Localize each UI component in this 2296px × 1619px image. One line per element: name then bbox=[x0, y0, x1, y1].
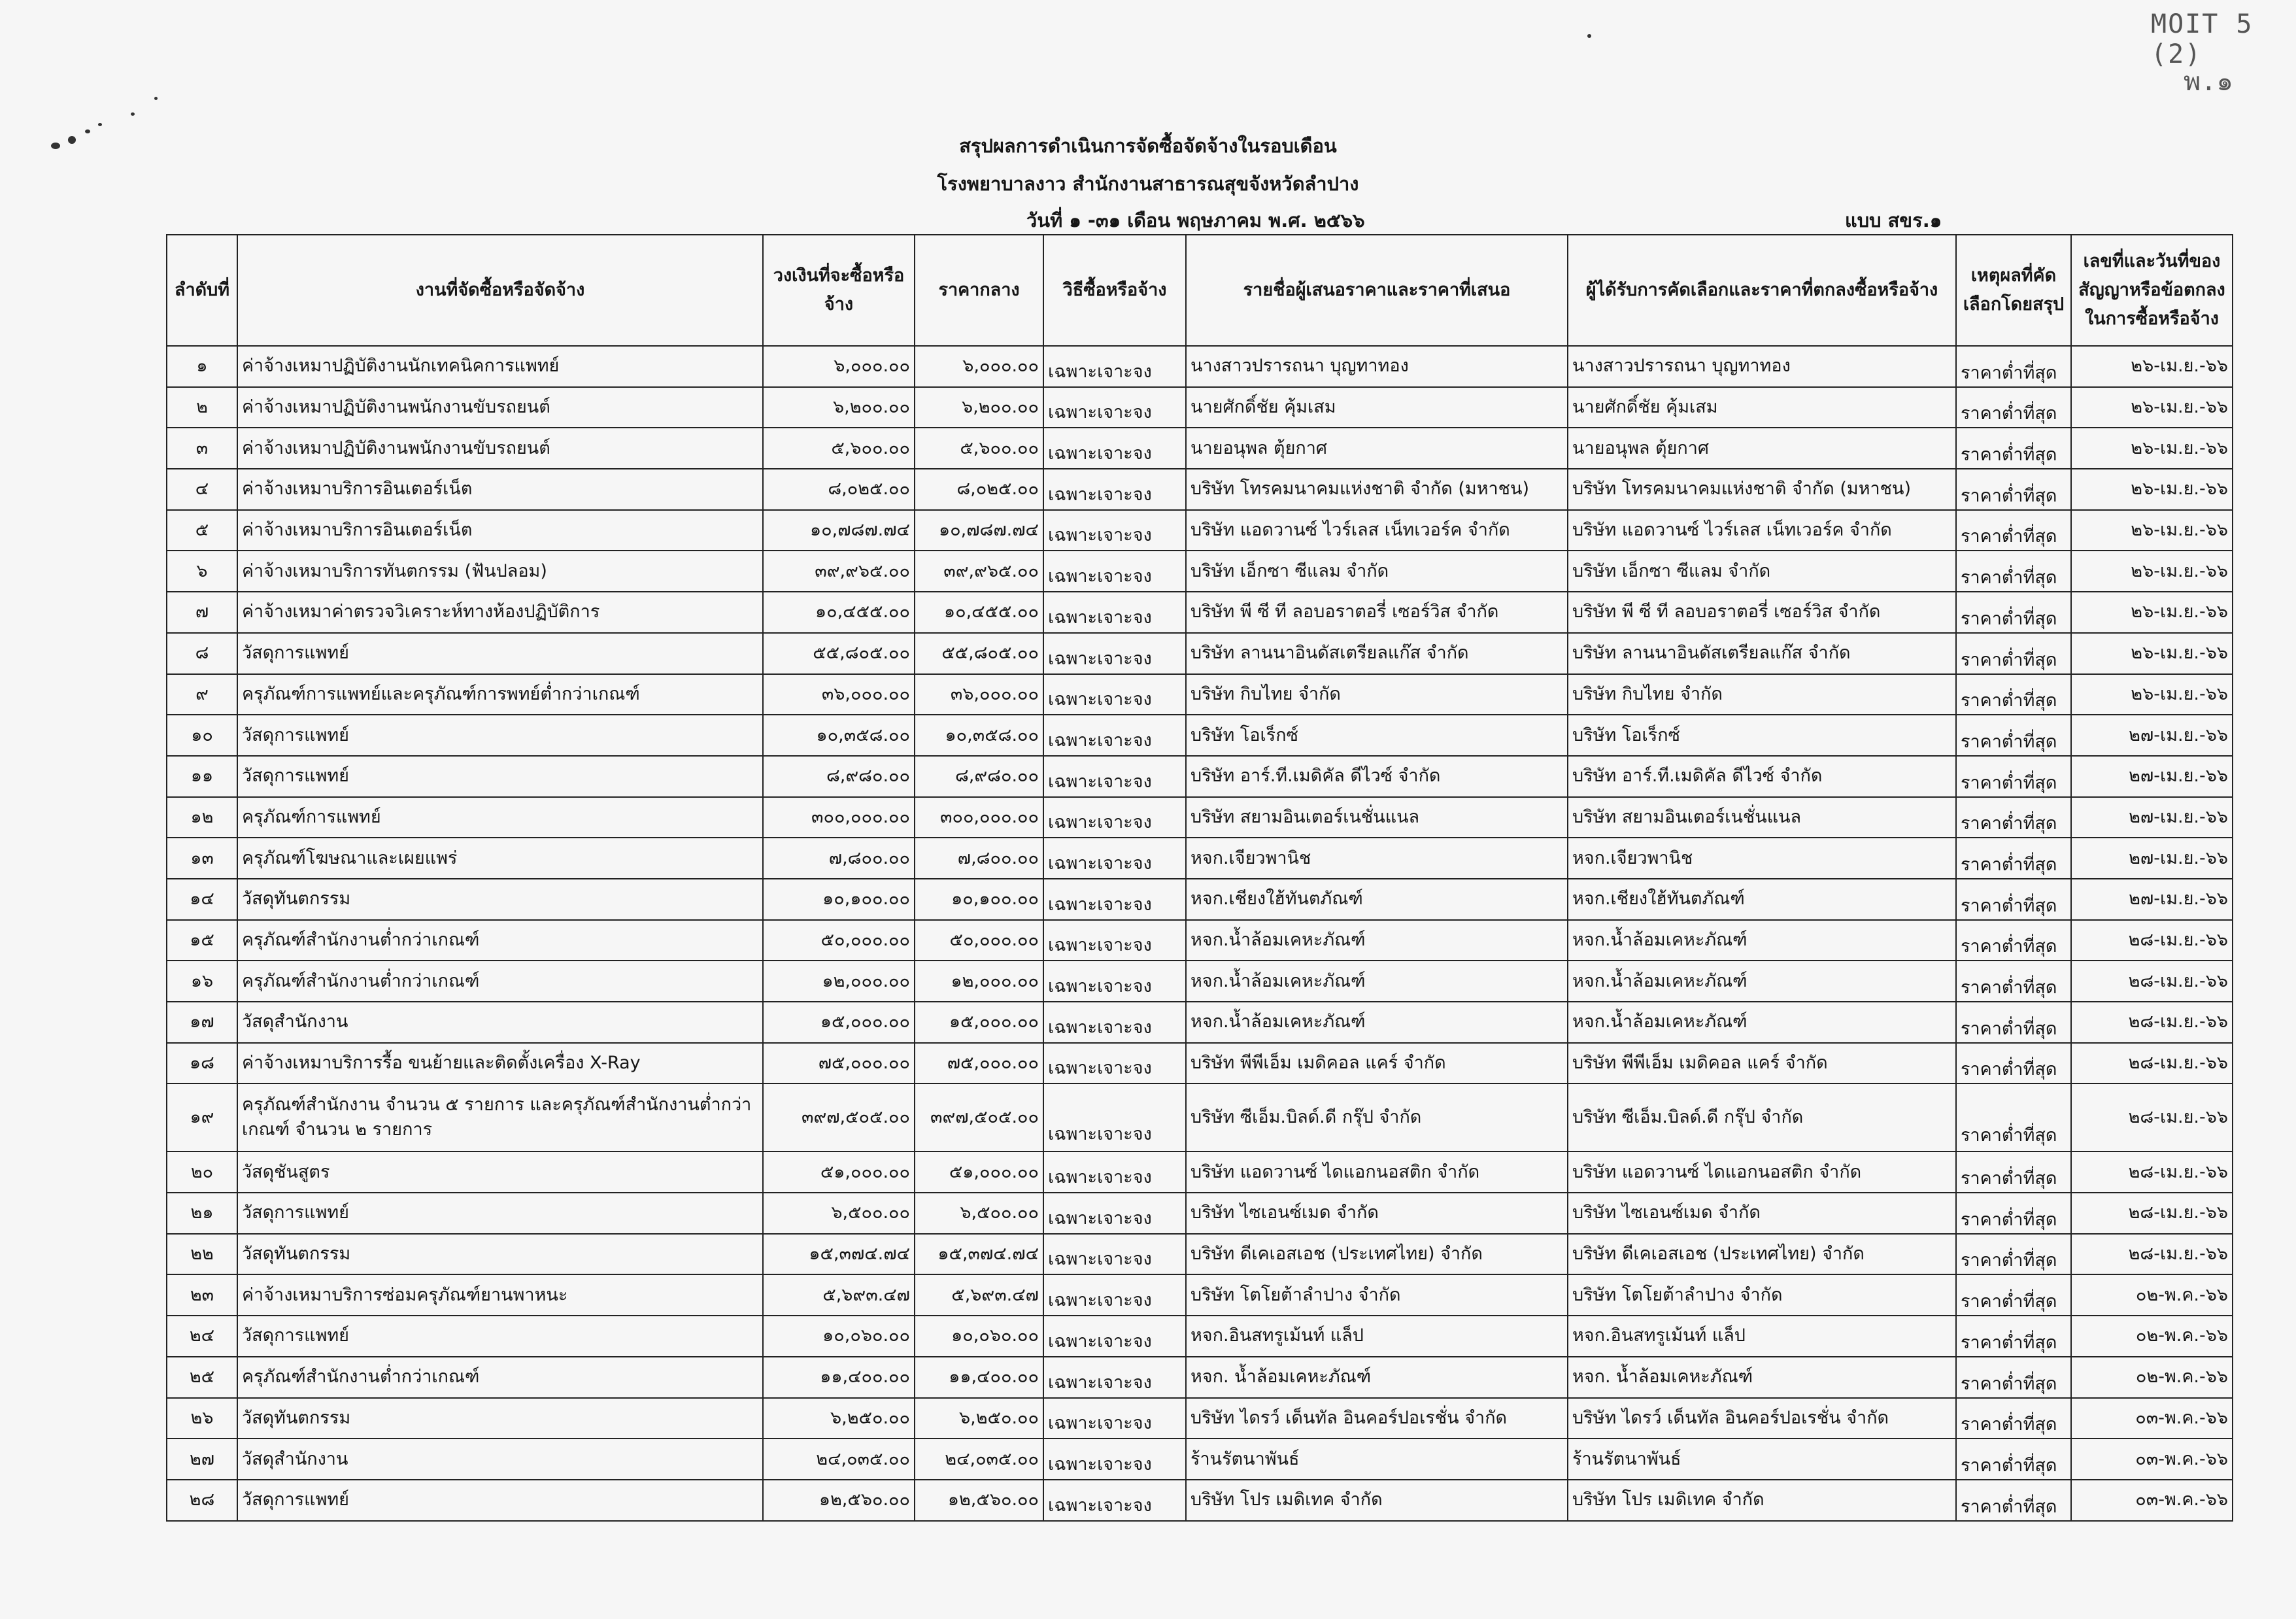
cell-reason: ราคาต่ำที่สุด bbox=[1956, 715, 2071, 756]
cell-item: วัสดุการแพทย์ bbox=[237, 633, 763, 674]
cell-reason: ราคาต่ำที่สุด bbox=[1956, 551, 2071, 592]
cell-no: ๑๒ bbox=[167, 797, 237, 838]
cell-winner: บริษัท แอดวานซ์ ไวร์เลส เน็ทเวอร์ค จำกัด bbox=[1568, 510, 1956, 551]
cell-budget: ๑๕,๓๗๔.๗๔ bbox=[763, 1234, 915, 1275]
cell-budget: ๗๕,๐๐๐.๐๐ bbox=[763, 1043, 915, 1084]
cell-method: เฉพาะเจาะจง bbox=[1043, 1151, 1186, 1193]
header-winner: ผู้ได้รับการคัดเลือกและราคาที่ตกลงซื้อหรือจ้าง bbox=[1568, 235, 1956, 346]
cell-reason: ราคาต่ำที่สุด bbox=[1956, 1151, 2071, 1193]
table-row bbox=[167, 633, 2233, 674]
cell-winner: หจก.เจียวพานิช bbox=[1568, 838, 1956, 879]
cell-bidder: นายอนุพล ตุ้ยกาศ bbox=[1186, 428, 1568, 469]
cell-item: ค่าจ้างเหมาปฏิบัติงานพนักงานขับรถยนต์ bbox=[237, 387, 763, 428]
cell-median-price: ๓๖,๐๐๐.๐๐ bbox=[915, 674, 1043, 715]
cell-winner: นายอนุพล ตุ้ยกาศ bbox=[1568, 428, 1956, 469]
cell-contract: ๒๘-เม.ย.-๖๖ bbox=[2071, 1234, 2233, 1275]
cell-method: เฉพาะเจาะจง bbox=[1043, 633, 1186, 674]
cell-median-price: ๖,๕๐๐.๐๐ bbox=[915, 1193, 1043, 1234]
cell-bidder: บริษัท แอดวานซ์ ไวร์เลส เน็ทเวอร์ค จำกัด bbox=[1186, 510, 1568, 551]
cell-winner: บริษัท ลานนาอินดัสเตรียลแก๊ส จำกัด bbox=[1568, 633, 1956, 674]
cell-bidder: บริษัท เอ็กซา ซีแลม จำกัด bbox=[1186, 551, 1568, 592]
cell-item: ค่าจ้างเหมาปฏิบัติงานนักเทคนิคการแพทย์ bbox=[237, 346, 763, 387]
table-header-row bbox=[167, 235, 2233, 346]
cell-bidder: หจก.อินสทรูเม้นท์ แล็ป bbox=[1186, 1316, 1568, 1357]
cell-no: ๙ bbox=[167, 674, 237, 715]
cell-budget: ๘,๙๘๐.๐๐ bbox=[763, 756, 915, 797]
cell-contract: ๒๖-เม.ย.-๖๖ bbox=[2071, 510, 2233, 551]
table-row bbox=[167, 387, 2233, 428]
cell-reason: ราคาต่ำที่สุด bbox=[1956, 756, 2071, 797]
cell-reason: ราคาต่ำที่สุด bbox=[1956, 346, 2071, 387]
cell-method: เฉพาะเจาะจง bbox=[1043, 838, 1186, 879]
cell-item: วัสดุการแพทย์ bbox=[237, 1193, 763, 1234]
cell-median-price: ๓๙,๙๖๕.๐๐ bbox=[915, 551, 1043, 592]
cell-bidder: บริษัท โอเร็กซ์ bbox=[1186, 715, 1568, 756]
cell-no: ๒๒ bbox=[167, 1234, 237, 1275]
cell-reason: ราคาต่ำที่สุด bbox=[1956, 1193, 2071, 1234]
cell-no: ๒ bbox=[167, 387, 237, 428]
cell-item: วัสดุการแพทย์ bbox=[237, 715, 763, 756]
cell-bidder: หจก. น้ำล้อมเคหะภัณฑ์ bbox=[1186, 1357, 1568, 1398]
cell-winner: บริษัท โปร เมดิเทค จำกัด bbox=[1568, 1480, 1956, 1521]
table-row bbox=[167, 1234, 2233, 1275]
cell-bidder: บริษัท โทรคมนาคมแห่งชาติ จำกัด (มหาชน) bbox=[1186, 469, 1568, 510]
cell-reason: ราคาต่ำที่สุด bbox=[1956, 879, 2071, 920]
table-row bbox=[167, 961, 2233, 1002]
cell-no: ๒๖ bbox=[167, 1398, 237, 1439]
table-row bbox=[167, 879, 2233, 920]
cell-no: ๑ bbox=[167, 346, 237, 387]
cell-reason: ราคาต่ำที่สุด bbox=[1956, 428, 2071, 469]
cell-bidder: บริษัท โปร เมดิเทค จำกัด bbox=[1186, 1480, 1568, 1521]
cell-median-price: ๑๐,๗๘๗.๗๔ bbox=[915, 510, 1043, 551]
cell-reason: ราคาต่ำที่สุด bbox=[1956, 1234, 2071, 1275]
table-row bbox=[167, 797, 2233, 838]
cell-item: ครุภัณฑ์สำนักงานต่ำกว่าเกณฑ์ bbox=[237, 1357, 763, 1398]
cell-contract: ๐๒-พ.ค.-๖๖ bbox=[2071, 1316, 2233, 1357]
cell-item: วัสดุทันตกรรม bbox=[237, 1234, 763, 1275]
cell-bidder: บริษัท ไซเอนซ์เมด จำกัด bbox=[1186, 1193, 1568, 1234]
cell-winner: บริษัท โตโยต้าลำปาง จำกัด bbox=[1568, 1274, 1956, 1316]
cell-item: ค่าจ้างเหมาค่าตรวจวิเคราะห์ทางห้องปฏิบัติการ bbox=[237, 592, 763, 633]
cell-winner: หจก.อินสทรูเม้นท์ แล็ป bbox=[1568, 1316, 1956, 1357]
table-row bbox=[167, 715, 2233, 756]
cell-budget: ๑๑,๔๐๐.๐๐ bbox=[763, 1357, 915, 1398]
cell-method: เฉพาะเจาะจง bbox=[1043, 1357, 1186, 1398]
cell-median-price: ๒๔,๐๓๕.๐๐ bbox=[915, 1439, 1043, 1480]
cell-no: ๑๔ bbox=[167, 879, 237, 920]
cell-reason: ราคาต่ำที่สุด bbox=[1956, 838, 2071, 879]
table-row bbox=[167, 1193, 2233, 1234]
cell-winner: หจก.น้ำล้อมเคหะภัณฑ์ bbox=[1568, 961, 1956, 1002]
cell-contract: ๐๓-พ.ค.-๖๖ bbox=[2071, 1439, 2233, 1480]
cell-median-price: ๑๒,๐๐๐.๐๐ bbox=[915, 961, 1043, 1002]
cell-winner: ร้านรัตนาพันธ์ bbox=[1568, 1439, 1956, 1480]
table-row bbox=[167, 838, 2233, 879]
cell-method: เฉพาะเจาะจง bbox=[1043, 551, 1186, 592]
cell-reason: ราคาต่ำที่สุด bbox=[1956, 1357, 2071, 1398]
cell-reason: ราคาต่ำที่สุด bbox=[1956, 1480, 2071, 1521]
cell-item: ค่าจ้างเหมาบริการรื้อ ขนย้ายและติดตั้งเครื่อง X-Ray bbox=[237, 1043, 763, 1084]
cell-median-price: ๑๐,๔๕๕.๐๐ bbox=[915, 592, 1043, 633]
cell-item: วัสดุสำนักงาน bbox=[237, 1002, 763, 1043]
cell-contract: ๐๒-พ.ค.-๖๖ bbox=[2071, 1357, 2233, 1398]
cell-no: ๒๗ bbox=[167, 1439, 237, 1480]
cell-no: ๒๔ bbox=[167, 1316, 237, 1357]
cell-reason: ราคาต่ำที่สุด bbox=[1956, 1316, 2071, 1357]
cell-bidder: บริษัท ซีเอ็ม.บิลด์.ดี กรุ๊ป จำกัด bbox=[1186, 1083, 1568, 1151]
cell-budget: ๑๒,๐๐๐.๐๐ bbox=[763, 961, 915, 1002]
cell-contract: ๒๘-เม.ย.-๖๖ bbox=[2071, 920, 2233, 961]
cell-item: วัสดุทันตกรรม bbox=[237, 1398, 763, 1439]
cell-item: ครุภัณฑ์โฆษณาและเผยแพร่ bbox=[237, 838, 763, 879]
cell-winner: บริษัท โอเร็กซ์ bbox=[1568, 715, 1956, 756]
cell-method: เฉพาะเจาะจง bbox=[1043, 961, 1186, 1002]
cell-item: ครุภัณฑ์สำนักงาน จำนวน ๕ รายการ และครุภัณฑ์สำนักงานต่ำกว่าเกณฑ์ จำนวน ๒ รายการ bbox=[237, 1083, 763, 1151]
cell-winner: บริษัท โทรคมนาคมแห่งชาติ จำกัด (มหาชน) bbox=[1568, 469, 1956, 510]
cell-item: วัสดุการแพทย์ bbox=[237, 1316, 763, 1357]
cell-winner: หจก. น้ำล้อมเคหะภัณฑ์ bbox=[1568, 1357, 1956, 1398]
cell-method: เฉพาะเจาะจง bbox=[1043, 879, 1186, 920]
cell-contract: ๒๗-เม.ย.-๖๖ bbox=[2071, 797, 2233, 838]
table-row bbox=[167, 1398, 2233, 1439]
cell-bidder: บริษัท ไดรว์ เด็นทัล อินคอร์ปอเรชั่น จำกัด bbox=[1186, 1398, 1568, 1439]
cell-budget: ๓๐๐,๐๐๐.๐๐ bbox=[763, 797, 915, 838]
cell-contract: ๐๒-พ.ค.-๖๖ bbox=[2071, 1274, 2233, 1316]
table-row bbox=[167, 1316, 2233, 1357]
document-subtitle: โรงพยาบาลงาว สำนักงานสาธารณสุขจังหวัดลำปาง bbox=[937, 173, 1359, 195]
cell-method: เฉพาะเจาะจง bbox=[1043, 1193, 1186, 1234]
table-row bbox=[167, 1151, 2233, 1193]
cell-bidder: บริษัท พี ซี ที ลอบอราตอรี่ เซอร์วิส จำกัด bbox=[1186, 592, 1568, 633]
cell-item: ครุภัณฑ์สำนักงานต่ำกว่าเกณฑ์ bbox=[237, 920, 763, 961]
cell-contract: ๐๓-พ.ค.-๖๖ bbox=[2071, 1398, 2233, 1439]
cell-budget: ๓๙๗,๕๐๕.๐๐ bbox=[763, 1083, 915, 1151]
cell-median-price: ๘,๙๘๐.๐๐ bbox=[915, 756, 1043, 797]
cell-no: ๑๑ bbox=[167, 756, 237, 797]
cell-reason: ราคาต่ำที่สุด bbox=[1956, 920, 2071, 961]
cell-bidder: บริษัท กิบไทย จำกัด bbox=[1186, 674, 1568, 715]
date-range: วันที่ ๑ -๓๑ เดือน พฤษภาคม พ.ศ. ๒๕๖๖ bbox=[1026, 209, 1365, 231]
header-no: ลำดับที่ bbox=[167, 235, 237, 346]
table-row bbox=[167, 510, 2233, 551]
table-row bbox=[167, 469, 2233, 510]
cell-no: ๓ bbox=[167, 428, 237, 469]
cell-median-price: ๗,๘๐๐.๐๐ bbox=[915, 838, 1043, 879]
cell-bidder: หจก.น้ำล้อมเคหะภัณฑ์ bbox=[1186, 920, 1568, 961]
table-row bbox=[167, 1439, 2233, 1480]
cell-reason: ราคาต่ำที่สุด bbox=[1956, 961, 2071, 1002]
cell-bidder: ร้านรัตนาพันธ์ bbox=[1186, 1439, 1568, 1480]
document-title: สรุปผลการดำเนินการจัดซื้อจัดจ้างในรอบเดือน bbox=[959, 135, 1337, 157]
cell-method: เฉพาะเจาะจง bbox=[1043, 428, 1186, 469]
cell-bidder: หจก.น้ำล้อมเคหะภัณฑ์ bbox=[1186, 1002, 1568, 1043]
cell-reason: ราคาต่ำที่สุด bbox=[1956, 387, 2071, 428]
cell-contract: ๒๗-เม.ย.-๖๖ bbox=[2071, 838, 2233, 879]
cell-bidder: นายศักดิ์ชัย คุ้มเสม bbox=[1186, 387, 1568, 428]
cell-no: ๒๘ bbox=[167, 1480, 237, 1521]
header-budget: วงเงินที่จะซื้อหรือจ้าง bbox=[763, 235, 915, 346]
cell-contract: ๒๗-เม.ย.-๖๖ bbox=[2071, 715, 2233, 756]
cell-item: ค่าจ้างเหมาปฏิบัติงานพนักงานขับรถยนต์ bbox=[237, 428, 763, 469]
cell-median-price: ๓๐๐,๐๐๐.๐๐ bbox=[915, 797, 1043, 838]
cell-winner: บริษัท กิบไทย จำกัด bbox=[1568, 674, 1956, 715]
cell-item: ค่าจ้างเหมาบริการอินเตอร์เน็ต bbox=[237, 469, 763, 510]
cell-method: เฉพาะเจาะจง bbox=[1043, 674, 1186, 715]
header-contract: เลขที่และวันที่ของสัญญาหรือข้อตกลงในการซื้อหรือจ้าง bbox=[2071, 235, 2233, 346]
cell-contract: ๒๖-เม.ย.-๖๖ bbox=[2071, 428, 2233, 469]
table-row bbox=[167, 1002, 2233, 1043]
cell-item: ครุภัณฑ์การแพทย์และครุภัณฑ์การพทย์ต่ำกว่าเกณฑ์ bbox=[237, 674, 763, 715]
cell-contract: ๒๖-เม.ย.-๖๖ bbox=[2071, 346, 2233, 387]
cell-method: เฉพาะเจาะจง bbox=[1043, 756, 1186, 797]
cell-method: เฉพาะเจาะจง bbox=[1043, 920, 1186, 961]
cell-contract: ๒๖-เม.ย.-๖๖ bbox=[2071, 469, 2233, 510]
procurement-table bbox=[166, 234, 2233, 1522]
cell-budget: ๕,๖๙๓.๔๗ bbox=[763, 1274, 915, 1316]
cell-item: ค่าจ้างเหมาบริการอินเตอร์เน็ต bbox=[237, 510, 763, 551]
cell-method: เฉพาะเจาะจง bbox=[1043, 1002, 1186, 1043]
cell-item: วัสดุการแพทย์ bbox=[237, 1480, 763, 1521]
table-row bbox=[167, 756, 2233, 797]
cell-winner: บริษัท ไซเอนซ์เมด จำกัด bbox=[1568, 1193, 1956, 1234]
cell-method: เฉพาะเจาะจง bbox=[1043, 1398, 1186, 1439]
cell-no: ๒๑ bbox=[167, 1193, 237, 1234]
cell-method: เฉพาะเจาะจง bbox=[1043, 346, 1186, 387]
cell-median-price: ๖,๒๐๐.๐๐ bbox=[915, 387, 1043, 428]
cell-contract: ๒๘-เม.ย.-๖๖ bbox=[2071, 1193, 2233, 1234]
cell-bidder: หจก.น้ำล้อมเคหะภัณฑ์ bbox=[1186, 961, 1568, 1002]
cell-no: ๑๗ bbox=[167, 1002, 237, 1043]
cell-winner: บริษัท อาร์.ที.เมดิคัล ดีไวซ์ จำกัด bbox=[1568, 756, 1956, 797]
cell-budget: ๑๐,๗๘๗.๗๔ bbox=[763, 510, 915, 551]
table-row bbox=[167, 1480, 2233, 1521]
cell-median-price: ๕,๖๙๓.๔๗ bbox=[915, 1274, 1043, 1316]
cell-method: เฉพาะเจาะจง bbox=[1043, 1316, 1186, 1357]
cell-item: ค่าจ้างเหมาบริการซ่อมครุภัณฑ์ยานพาหนะ bbox=[237, 1274, 763, 1316]
cell-contract: ๒๗-เม.ย.-๖๖ bbox=[2071, 879, 2233, 920]
handwritten-sub-annotation: พ.๑ bbox=[2184, 67, 2233, 97]
cell-winner: นางสาวปรารถนา บุญทาทอง bbox=[1568, 346, 1956, 387]
form-code: แบบ สขร.๑ bbox=[1845, 209, 1942, 231]
cell-bidder: บริษัท โตโยต้าลำปาง จำกัด bbox=[1186, 1274, 1568, 1316]
cell-reason: ราคาต่ำที่สุด bbox=[1956, 592, 2071, 633]
cell-contract: ๐๓-พ.ค.-๖๖ bbox=[2071, 1480, 2233, 1521]
cell-median-price: ๓๙๗,๕๐๕.๐๐ bbox=[915, 1083, 1043, 1151]
cell-reason: ราคาต่ำที่สุด bbox=[1956, 674, 2071, 715]
cell-bidder: บริษัท ดีเคเอสเอช (ประเทศไทย) จำกัด bbox=[1186, 1234, 1568, 1275]
cell-reason: ราคาต่ำที่สุด bbox=[1956, 1083, 2071, 1151]
cell-method: เฉพาะเจาะจง bbox=[1043, 1480, 1186, 1521]
cell-contract: ๒๖-เม.ย.-๖๖ bbox=[2071, 551, 2233, 592]
table-row bbox=[167, 1274, 2233, 1316]
cell-reason: ราคาต่ำที่สุด bbox=[1956, 1398, 2071, 1439]
cell-median-price: ๖,๐๐๐.๐๐ bbox=[915, 346, 1043, 387]
cell-method: เฉพาะเจาะจง bbox=[1043, 469, 1186, 510]
cell-contract: ๒๘-เม.ย.-๖๖ bbox=[2071, 1043, 2233, 1084]
cell-winner: หจก.น้ำล้อมเคหะภัณฑ์ bbox=[1568, 1002, 1956, 1043]
cell-median-price: ๑๑,๔๐๐.๐๐ bbox=[915, 1357, 1043, 1398]
cell-contract: ๒๗-เม.ย.-๖๖ bbox=[2071, 756, 2233, 797]
header-item: งานที่จัดซื้อหรือจัดจ้าง bbox=[237, 235, 763, 346]
cell-bidder: บริษัท แอดวานซ์ ไดแอกนอสติก จำกัด bbox=[1186, 1151, 1568, 1193]
cell-winner: บริษัท ดีเคเอสเอช (ประเทศไทย) จำกัด bbox=[1568, 1234, 1956, 1275]
cell-item: วัสดุทันตกรรม bbox=[237, 879, 763, 920]
cell-item: ครุภัณฑ์การแพทย์ bbox=[237, 797, 763, 838]
cell-contract: ๒๘-เม.ย.-๖๖ bbox=[2071, 961, 2233, 1002]
cell-median-price: ๖,๒๕๐.๐๐ bbox=[915, 1398, 1043, 1439]
table-row bbox=[167, 428, 2233, 469]
cell-item: ครุภัณฑ์สำนักงานต่ำกว่าเกณฑ์ bbox=[237, 961, 763, 1002]
table-row bbox=[167, 592, 2233, 633]
cell-no: ๑๖ bbox=[167, 961, 237, 1002]
header-bidders: รายชื่อผู้เสนอราคาและราคาที่เสนอ bbox=[1186, 235, 1568, 346]
cell-winner: หจก.เชียงใฮ้ทันตภัณฑ์ bbox=[1568, 879, 1956, 920]
cell-method: เฉพาะเจาะจง bbox=[1043, 592, 1186, 633]
cell-contract: ๒๖-เม.ย.-๖๖ bbox=[2071, 387, 2233, 428]
cell-budget: ๒๔,๐๓๕.๐๐ bbox=[763, 1439, 915, 1480]
cell-budget: ๓๙,๙๖๕.๐๐ bbox=[763, 551, 915, 592]
cell-reason: ราคาต่ำที่สุด bbox=[1956, 1274, 2071, 1316]
cell-contract: ๒๖-เม.ย.-๖๖ bbox=[2071, 592, 2233, 633]
handwritten-code-annotation: MOIT 5 (2) bbox=[2151, 9, 2254, 69]
cell-bidder: บริษัท ลานนาอินดัสเตรียลแก๊ส จำกัด bbox=[1186, 633, 1568, 674]
cell-budget: ๑๒,๕๖๐.๐๐ bbox=[763, 1480, 915, 1521]
cell-item: วัสดุการแพทย์ bbox=[237, 756, 763, 797]
cell-no: ๘ bbox=[167, 633, 237, 674]
header-median-price: ราคากลาง bbox=[915, 235, 1043, 346]
cell-no: ๖ bbox=[167, 551, 237, 592]
cell-contract: ๒๘-เม.ย.-๖๖ bbox=[2071, 1083, 2233, 1151]
cell-reason: ราคาต่ำที่สุด bbox=[1956, 1002, 2071, 1043]
table-row bbox=[167, 551, 2233, 592]
cell-no: ๑๘ bbox=[167, 1043, 237, 1084]
table-row bbox=[167, 1357, 2233, 1398]
cell-method: เฉพาะเจาะจง bbox=[1043, 715, 1186, 756]
cell-median-price: ๑๕,๓๗๔.๗๔ bbox=[915, 1234, 1043, 1275]
cell-median-price: ๕๑,๐๐๐.๐๐ bbox=[915, 1151, 1043, 1193]
cell-no: ๑๐ bbox=[167, 715, 237, 756]
cell-contract: ๒๘-เม.ย.-๖๖ bbox=[2071, 1151, 2233, 1193]
cell-winner: หจก.น้ำล้อมเคหะภัณฑ์ bbox=[1568, 920, 1956, 961]
header-method: วิธีซื้อหรือจ้าง bbox=[1043, 235, 1186, 346]
cell-budget: ๑๐,๑๐๐.๐๐ bbox=[763, 879, 915, 920]
cell-method: เฉพาะเจาะจง bbox=[1043, 1043, 1186, 1084]
cell-reason: ราคาต่ำที่สุด bbox=[1956, 510, 2071, 551]
cell-item: วัสดุชันสูตร bbox=[237, 1151, 763, 1193]
cell-reason: ราคาต่ำที่สุด bbox=[1956, 1439, 2071, 1480]
cell-no: ๑๕ bbox=[167, 920, 237, 961]
cell-winner: บริษัท สยามอินเตอร์เนชั่นแนล bbox=[1568, 797, 1956, 838]
cell-budget: ๕,๖๐๐.๐๐ bbox=[763, 428, 915, 469]
cell-reason: ราคาต่ำที่สุด bbox=[1956, 1043, 2071, 1084]
cell-no: ๒๐ bbox=[167, 1151, 237, 1193]
cell-bidder: บริษัท สยามอินเตอร์เนชั่นแนล bbox=[1186, 797, 1568, 838]
cell-bidder: บริษัท อาร์.ที.เมดิคัล ดีไวซ์ จำกัด bbox=[1186, 756, 1568, 797]
cell-budget: ๓๖,๐๐๐.๐๐ bbox=[763, 674, 915, 715]
cell-method: เฉพาะเจาะจง bbox=[1043, 387, 1186, 428]
cell-bidder: นางสาวปรารถนา บุญทาทอง bbox=[1186, 346, 1568, 387]
cell-reason: ราคาต่ำที่สุด bbox=[1956, 797, 2071, 838]
cell-budget: ๖,๕๐๐.๐๐ bbox=[763, 1193, 915, 1234]
cell-budget: ๑๐,๓๕๘.๐๐ bbox=[763, 715, 915, 756]
cell-budget: ๕๑,๐๐๐.๐๐ bbox=[763, 1151, 915, 1193]
cell-winner: บริษัท พีพีเอ็ม เมดิคอล แคร์ จำกัด bbox=[1568, 1043, 1956, 1084]
cell-bidder: บริษัท พีพีเอ็ม เมดิคอล แคร์ จำกัด bbox=[1186, 1043, 1568, 1084]
header-reason: เหตุผลที่คัดเลือกโดยสรุป bbox=[1956, 235, 2071, 346]
cell-no: ๒๕ bbox=[167, 1357, 237, 1398]
cell-contract: ๒๘-เม.ย.-๖๖ bbox=[2071, 1002, 2233, 1043]
cell-method: เฉพาะเจาะจง bbox=[1043, 797, 1186, 838]
cell-no: ๑๓ bbox=[167, 838, 237, 879]
cell-budget: ๑๐,๐๖๐.๐๐ bbox=[763, 1316, 915, 1357]
cell-method: เฉพาะเจาะจง bbox=[1043, 1439, 1186, 1480]
cell-no: ๒๓ bbox=[167, 1274, 237, 1316]
cell-method: เฉพาะเจาะจง bbox=[1043, 1234, 1186, 1275]
cell-method: เฉพาะเจาะจง bbox=[1043, 1274, 1186, 1316]
cell-winner: นายศักดิ์ชัย คุ้มเสม bbox=[1568, 387, 1956, 428]
cell-item: ค่าจ้างเหมาบริการทันตกรรม (ฟันปลอม) bbox=[237, 551, 763, 592]
cell-method: เฉพาะเจาะจง bbox=[1043, 1083, 1186, 1151]
cell-contract: ๒๖-เม.ย.-๖๖ bbox=[2071, 633, 2233, 674]
cell-reason: ราคาต่ำที่สุด bbox=[1956, 633, 2071, 674]
cell-winner: บริษัท เอ็กซา ซีแลม จำกัด bbox=[1568, 551, 1956, 592]
cell-item: วัสดุสำนักงาน bbox=[237, 1439, 763, 1480]
cell-no: ๕ bbox=[167, 510, 237, 551]
cell-budget: ๖,๐๐๐.๐๐ bbox=[763, 346, 915, 387]
cell-budget: ๑๐,๔๕๕.๐๐ bbox=[763, 592, 915, 633]
cell-budget: ๘,๐๒๕.๐๐ bbox=[763, 469, 915, 510]
cell-winner: บริษัท ซีเอ็ม.บิลด์.ดี กรุ๊ป จำกัด bbox=[1568, 1083, 1956, 1151]
cell-contract: ๒๖-เม.ย.-๖๖ bbox=[2071, 674, 2233, 715]
cell-no: ๗ bbox=[167, 592, 237, 633]
table-row bbox=[167, 920, 2233, 961]
cell-median-price: ๑๐,๐๖๐.๐๐ bbox=[915, 1316, 1043, 1357]
cell-median-price: ๗๕,๐๐๐.๐๐ bbox=[915, 1043, 1043, 1084]
cell-no: ๑๙ bbox=[167, 1083, 237, 1151]
cell-median-price: ๕๐,๐๐๐.๐๐ bbox=[915, 920, 1043, 961]
cell-bidder: หจก.เชียงใฮ้ทันตภัณฑ์ bbox=[1186, 879, 1568, 920]
table-row bbox=[167, 1043, 2233, 1084]
cell-median-price: ๑๒,๕๖๐.๐๐ bbox=[915, 1480, 1043, 1521]
cell-median-price: ๑๕,๐๐๐.๐๐ bbox=[915, 1002, 1043, 1043]
cell-winner: บริษัท พี ซี ที ลอบอราตอรี่ เซอร์วิส จำกัด bbox=[1568, 592, 1956, 633]
cell-no: ๔ bbox=[167, 469, 237, 510]
table-row bbox=[167, 1083, 2233, 1151]
cell-median-price: ๑๐,๑๐๐.๐๐ bbox=[915, 879, 1043, 920]
cell-budget: ๑๕,๐๐๐.๐๐ bbox=[763, 1002, 915, 1043]
cell-winner: บริษัท แอดวานซ์ ไดแอกนอสติก จำกัด bbox=[1568, 1151, 1956, 1193]
cell-median-price: ๕๕,๘๐๕.๐๐ bbox=[915, 633, 1043, 674]
cell-bidder: หจก.เจียวพานิช bbox=[1186, 838, 1568, 879]
cell-budget: ๖,๒๐๐.๐๐ bbox=[763, 387, 915, 428]
cell-median-price: ๑๐,๓๕๘.๐๐ bbox=[915, 715, 1043, 756]
cell-method: เฉพาะเจาะจง bbox=[1043, 510, 1186, 551]
table-row bbox=[167, 674, 2233, 715]
cell-winner: บริษัท ไดรว์ เด็นทัล อินคอร์ปอเรชั่น จำกัด bbox=[1568, 1398, 1956, 1439]
cell-budget: ๕๕,๘๐๕.๐๐ bbox=[763, 633, 915, 674]
cell-median-price: ๕,๖๐๐.๐๐ bbox=[915, 428, 1043, 469]
table-row bbox=[167, 346, 2233, 387]
cell-reason: ราคาต่ำที่สุด bbox=[1956, 469, 2071, 510]
cell-median-price: ๘,๐๒๕.๐๐ bbox=[915, 469, 1043, 510]
cell-budget: ๗,๘๐๐.๐๐ bbox=[763, 838, 915, 879]
cell-budget: ๕๐,๐๐๐.๐๐ bbox=[763, 920, 915, 961]
cell-budget: ๖,๒๕๐.๐๐ bbox=[763, 1398, 915, 1439]
